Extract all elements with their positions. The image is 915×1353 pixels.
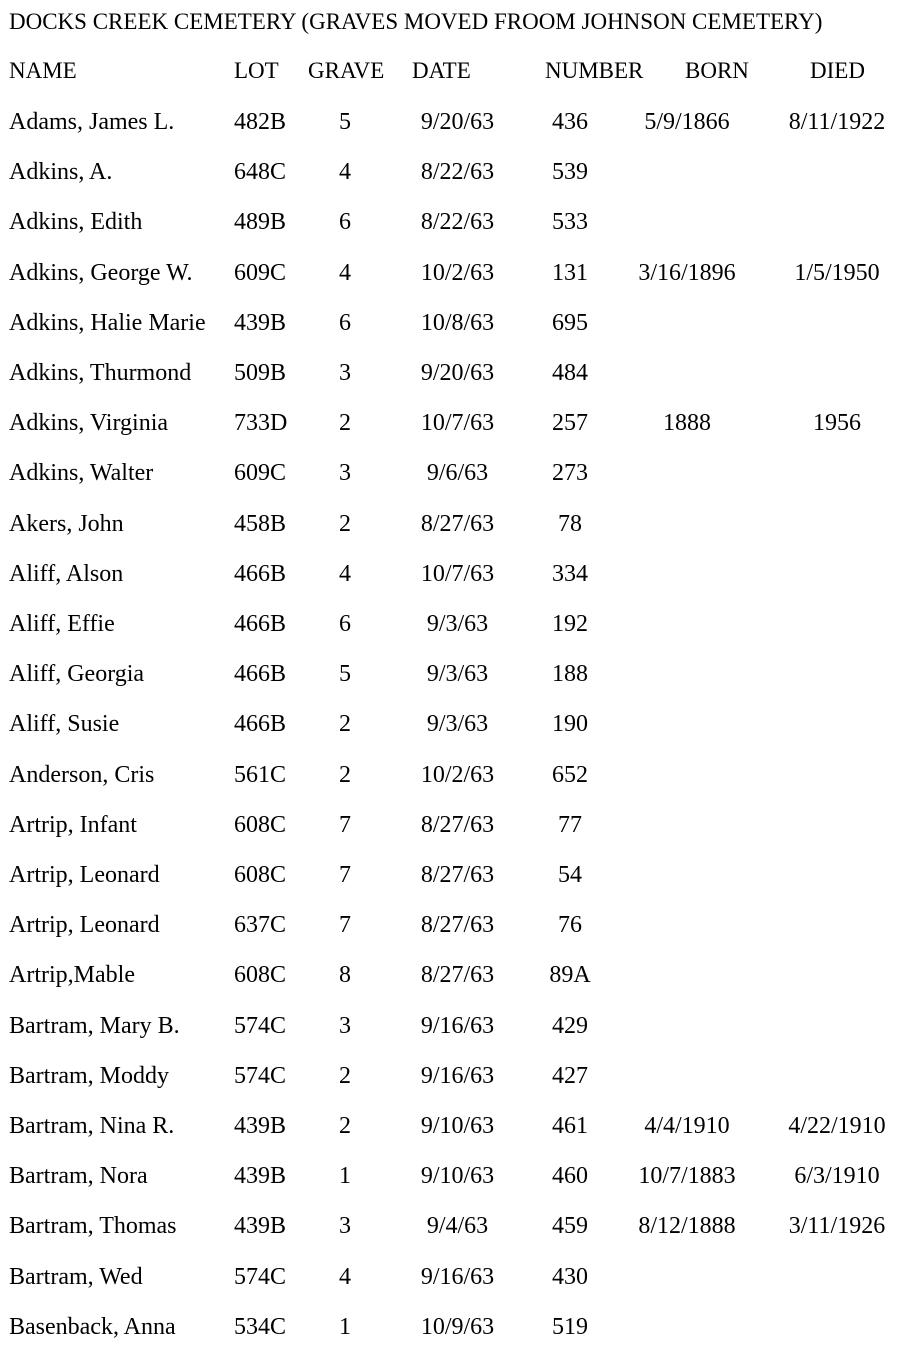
table-row [0,1058,915,1094]
cell-date: 8/27/63 [420,510,495,537]
table-row [0,907,915,943]
table-row [0,355,915,391]
table-row [0,204,915,240]
cell-number: 89A [549,962,591,989]
cell-born: 1888 [663,410,711,437]
cell-number: 652 [552,761,588,788]
cell-name: Artrip, Leonard [9,912,160,939]
cell-date: 8/27/63 [420,912,495,939]
cell-name: Bartram, Nora [9,1163,148,1190]
cell-lot: 439B [234,1113,287,1139]
cell-grave: 7 [339,862,351,888]
cell-died: 6/3/1910 [794,1163,880,1190]
cell-date: 9/6/63 [426,460,489,487]
cell-number: 190 [552,711,588,738]
cell-date: 9/16/63 [420,1263,495,1290]
cell-number: 460 [552,1163,588,1190]
cell-number: 78 [558,510,582,537]
cell-name: Artrip, Infant [9,811,137,838]
cell-name: Basenback, Anna [9,1313,176,1340]
table-header [0,56,915,86]
table-row [0,1309,915,1345]
cell-grave: 3 [339,460,351,487]
cell-date: 10/8/63 [420,309,495,336]
column-header-died: DIED [810,58,865,83]
cell-date: 10/7/63 [420,560,495,587]
cell-name: Anderson, Cris [9,761,155,788]
cell-date: 8/27/63 [420,962,495,989]
cell-date: 10/7/63 [420,410,495,437]
cell-grave: 2 [339,510,351,537]
table-row [0,606,915,642]
table-row [0,857,915,893]
page-title: DOCKS CREEK CEMETERY (GRAVES MOVED FROOM JOHNSON CEMETERY) [9,9,823,34]
cell-name: Aliff, Susie [9,711,120,738]
cell-lot: 648C [234,159,287,186]
cell-lot: 439B [234,1213,287,1240]
cell-died: 1/5/1950 [794,259,880,286]
cell-lot: 439B [234,309,287,336]
table-row [0,305,915,341]
cell-number: 539 [552,159,588,186]
column-header-number: NUMBER [545,58,644,83]
column-header-date: DATE [412,58,471,83]
cell-grave: 7 [339,811,351,838]
cell-died: 8/11/1922 [788,109,886,135]
cell-grave: 2 [339,1113,351,1139]
cell-grave: 2 [339,410,351,437]
cell-lot: 509B [234,360,287,386]
cell-lot: 608C [234,811,287,838]
cell-lot: 466B [234,611,287,637]
cell-date: 8/27/63 [420,811,495,838]
cell-grave: 6 [339,611,351,637]
cell-name: Bartram, Nina R. [9,1113,175,1139]
cell-name: Adkins, Edith [9,209,143,236]
cell-number: 430 [552,1263,588,1290]
table-row [0,706,915,742]
cell-lot: 637C [234,912,287,939]
cell-name: Bartram, Wed [9,1263,143,1290]
table-row [0,1208,915,1244]
column-header-name: NAME [9,58,77,83]
table-row [0,104,915,140]
cell-name: Bartram, Thomas [9,1213,177,1240]
cell-lot: 609C [234,460,287,487]
column-header-lot: LOT [234,58,279,83]
cell-lot: 561C [234,761,287,788]
table-row [0,656,915,692]
cell-number: 484 [552,360,588,386]
cell-born: 10/7/1883 [638,1163,736,1190]
table-row [0,957,915,993]
cell-grave: 4 [339,1263,351,1290]
cell-number: 427 [552,1062,588,1089]
cell-died: 4/22/1910 [788,1113,886,1139]
cell-number: 257 [552,410,588,437]
cell-grave: 2 [339,711,351,738]
cell-grave: 6 [339,309,351,336]
cell-lot: 733D [234,410,288,437]
cell-lot: 574C [234,1062,287,1089]
table-row [0,255,915,291]
cell-born: 3/16/1896 [638,259,736,286]
cell-date: 9/3/63 [426,611,489,637]
table-row [0,455,915,491]
cell-number: 519 [552,1313,588,1340]
cell-name: Artrip,Mable [9,962,135,989]
cell-number: 459 [552,1213,588,1240]
cell-born: 8/12/1888 [638,1213,736,1240]
cell-date: 9/16/63 [420,1012,495,1039]
column-header-grave: GRAVE [308,58,385,83]
cell-number: 76 [558,912,582,939]
cell-number: 533 [552,209,588,236]
cell-name: Adkins, Thurmond [9,360,192,386]
cell-date: 10/2/63 [420,761,495,788]
cell-died: 3/11/1926 [788,1213,886,1240]
table-row [0,807,915,843]
cell-name: Adkins, Virginia [9,410,169,437]
cell-name: Artrip, Leonard [9,862,160,888]
cell-name: Bartram, Moddy [9,1062,169,1089]
cell-lot: 466B [234,560,287,587]
cell-date: 9/3/63 [426,661,489,688]
cell-grave: 8 [339,962,351,989]
cell-lot: 609C [234,259,287,286]
cell-lot: 574C [234,1012,287,1039]
table-row [0,154,915,190]
cell-date: 8/22/63 [420,209,495,236]
cell-grave: 4 [339,159,351,186]
cell-name: Adkins, Walter [9,460,154,487]
cell-name: Adkins, George W. [9,259,193,286]
cell-lot: 608C [234,862,287,888]
cell-date: 10/2/63 [420,259,495,286]
cell-grave: 3 [339,360,351,386]
cell-lot: 534C [234,1313,287,1340]
cell-grave: 4 [339,560,351,587]
cell-date: 10/9/63 [420,1313,495,1340]
cell-date: 9/16/63 [420,1062,495,1089]
cell-grave: 2 [339,1062,351,1089]
cell-number: 273 [552,460,588,487]
cell-number: 77 [558,811,582,838]
cell-date: 9/20/63 [420,360,495,386]
table-row [0,556,915,592]
cell-name: Aliff, Effie [9,611,115,637]
cell-grave: 1 [339,1163,351,1190]
cell-number: 461 [552,1113,588,1139]
cell-name: Adams, James L. [9,109,175,135]
table-row [0,405,915,441]
cell-lot: 608C [234,962,287,989]
cell-number: 436 [552,109,588,135]
cell-date: 8/22/63 [420,159,495,186]
cell-name: Akers, John [9,510,124,537]
cell-date: 8/27/63 [420,862,495,888]
cell-number: 695 [552,309,588,336]
table-row [0,1158,915,1194]
cell-born: 5/9/1866 [644,109,730,135]
cell-date: 9/10/63 [420,1113,495,1139]
cell-grave: 4 [339,259,351,286]
cell-number: 131 [552,259,588,286]
cell-grave: 3 [339,1213,351,1240]
cell-date: 9/4/63 [426,1213,489,1240]
cell-grave: 2 [339,761,351,788]
cell-born: 4/4/1910 [644,1113,730,1139]
table-row [0,1108,915,1144]
table-row [0,506,915,542]
cell-lot: 466B [234,711,287,738]
cell-lot: 458B [234,510,287,537]
cell-grave: 6 [339,209,351,236]
cell-lot: 574C [234,1263,287,1290]
cell-number: 54 [558,862,582,888]
cell-name: Bartram, Mary B. [9,1012,180,1039]
cell-number: 188 [552,661,588,688]
cell-grave: 7 [339,912,351,939]
cell-number: 334 [552,560,588,587]
cell-grave: 1 [339,1313,351,1340]
cell-lot: 466B [234,661,287,688]
cell-date: 9/10/63 [420,1163,495,1190]
cell-date: 9/20/63 [420,109,495,135]
cell-grave: 5 [339,109,351,135]
cell-number: 192 [552,611,588,637]
table-row [0,1008,915,1044]
cell-name: Aliff, Georgia [9,661,145,688]
cell-lot: 482B [234,109,287,135]
table-row [0,1259,915,1295]
cell-grave: 5 [339,661,351,688]
cell-date: 9/3/63 [426,711,489,738]
cell-number: 429 [552,1012,588,1039]
cell-died: 1956 [813,410,861,437]
cell-grave: 3 [339,1012,351,1039]
cell-lot: 489B [234,209,287,236]
column-header-born: BORN [685,58,749,83]
cell-name: Aliff, Alson [9,560,124,587]
cell-lot: 439B [234,1163,287,1190]
cell-name: Adkins, A. [9,159,113,186]
table-row [0,757,915,793]
cell-name: Adkins, Halie Marie [9,309,206,336]
